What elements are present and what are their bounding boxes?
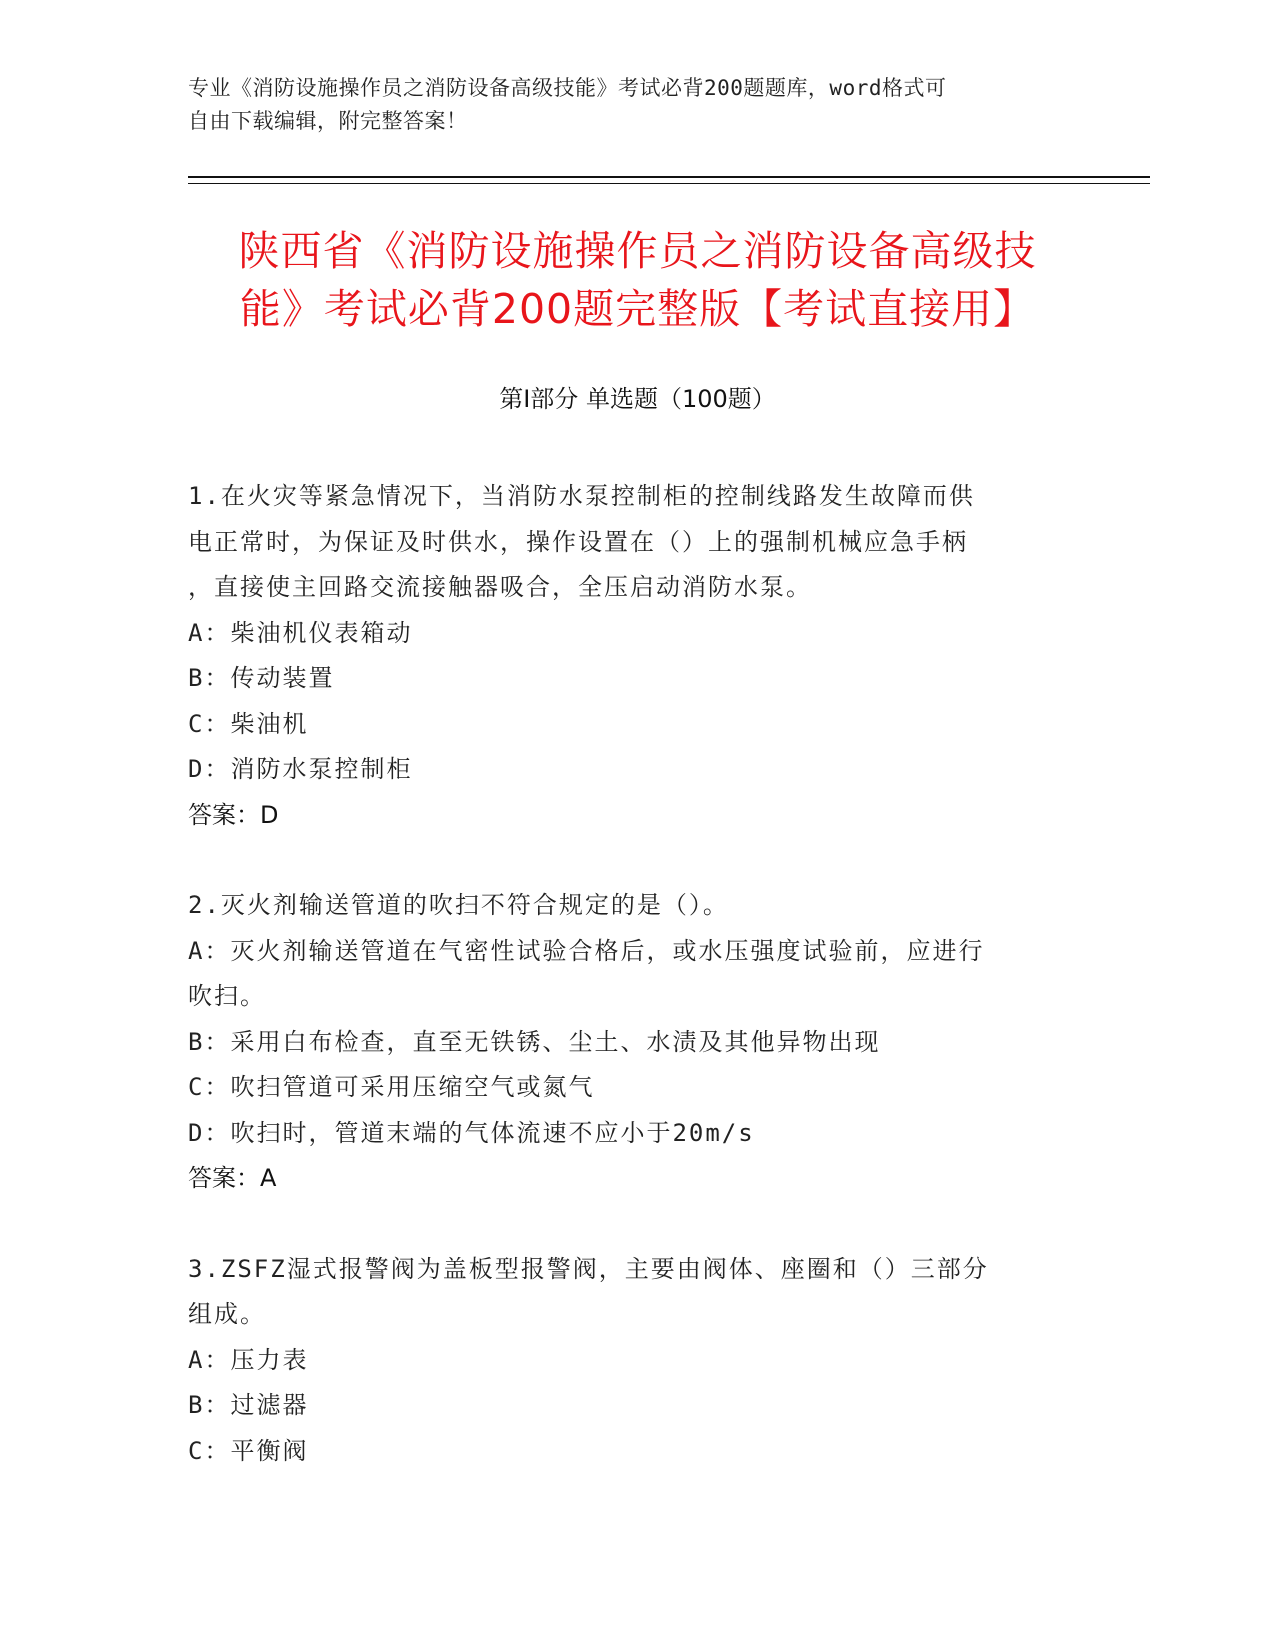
question-stem: 1.在火灾等紧急情况下，当消防水泵控制柜的控制线路发生故障而供 bbox=[188, 482, 975, 510]
question-option: A：压力表 bbox=[188, 1345, 309, 1374]
header-note-line: 自由下载编辑，附完整答案！ bbox=[188, 109, 468, 133]
question-option: D：消防水泵控制柜 bbox=[188, 755, 413, 783]
section-title: 第I部分 单选题（100题） bbox=[499, 385, 776, 413]
question-option: A：柴油机仪表箱动 bbox=[188, 618, 413, 647]
question-stem: 电正常时，为保证及时供水，操作设置在（）上的强制机械应急手柄 bbox=[188, 527, 968, 556]
question-block bbox=[188, 883, 1068, 1202]
document-title-line: 陕西省《消防设施操作员之消防设备高级技 bbox=[238, 227, 1037, 275]
question-answer: 答案：A bbox=[188, 1164, 277, 1192]
question-option: 吹扫。 bbox=[188, 982, 266, 1010]
question-option: C：吹扫管道可采用压缩空气或氮气 bbox=[188, 1073, 595, 1101]
question-option: B：传动装置 bbox=[188, 664, 335, 692]
document-title bbox=[150, 222, 1125, 338]
question-block bbox=[188, 1247, 1068, 1475]
header-divider-thin bbox=[188, 183, 1150, 184]
question-option: A：灭火剂输送管道在气密性试验合格后，或水压强度试验前，应进行 bbox=[188, 936, 985, 965]
question-option: D：吹扫时，管道末端的气体流速不应小于20m/s bbox=[188, 1118, 755, 1147]
question-list bbox=[188, 474, 1068, 1519]
question-block bbox=[188, 474, 1068, 838]
header-note-line: 专业《消防设施操作员之消防设备高级技能》考试必背200题题库，word格式可 bbox=[188, 76, 947, 100]
header-note bbox=[188, 72, 1068, 138]
question-stem: 2.灭火剂输送管道的吹扫不符合规定的是（）。 bbox=[188, 891, 729, 919]
question-option: C：平衡阀 bbox=[188, 1436, 309, 1465]
question-answer: 答案：D bbox=[188, 800, 279, 829]
question-option: C：柴油机 bbox=[188, 709, 309, 738]
question-option: B：采用白布检查，直至无铁锈、尘土、水渍及其他异物出现 bbox=[188, 1027, 881, 1056]
header-divider-thick bbox=[188, 176, 1150, 178]
question-option: B：过滤器 bbox=[188, 1391, 309, 1419]
question-stem: ，直接使主回路交流接触器吸合，全压启动消防水泵。 bbox=[188, 573, 812, 601]
question-stem: 组成。 bbox=[188, 1300, 266, 1328]
question-stem: 3.ZSFZ湿式报警阀为盖板型报警阀，主要由阀体、座圈和（）三部分 bbox=[188, 1254, 989, 1283]
document-title-line: 能》考试必背200题完整版【考试直接用】 bbox=[239, 285, 1036, 333]
